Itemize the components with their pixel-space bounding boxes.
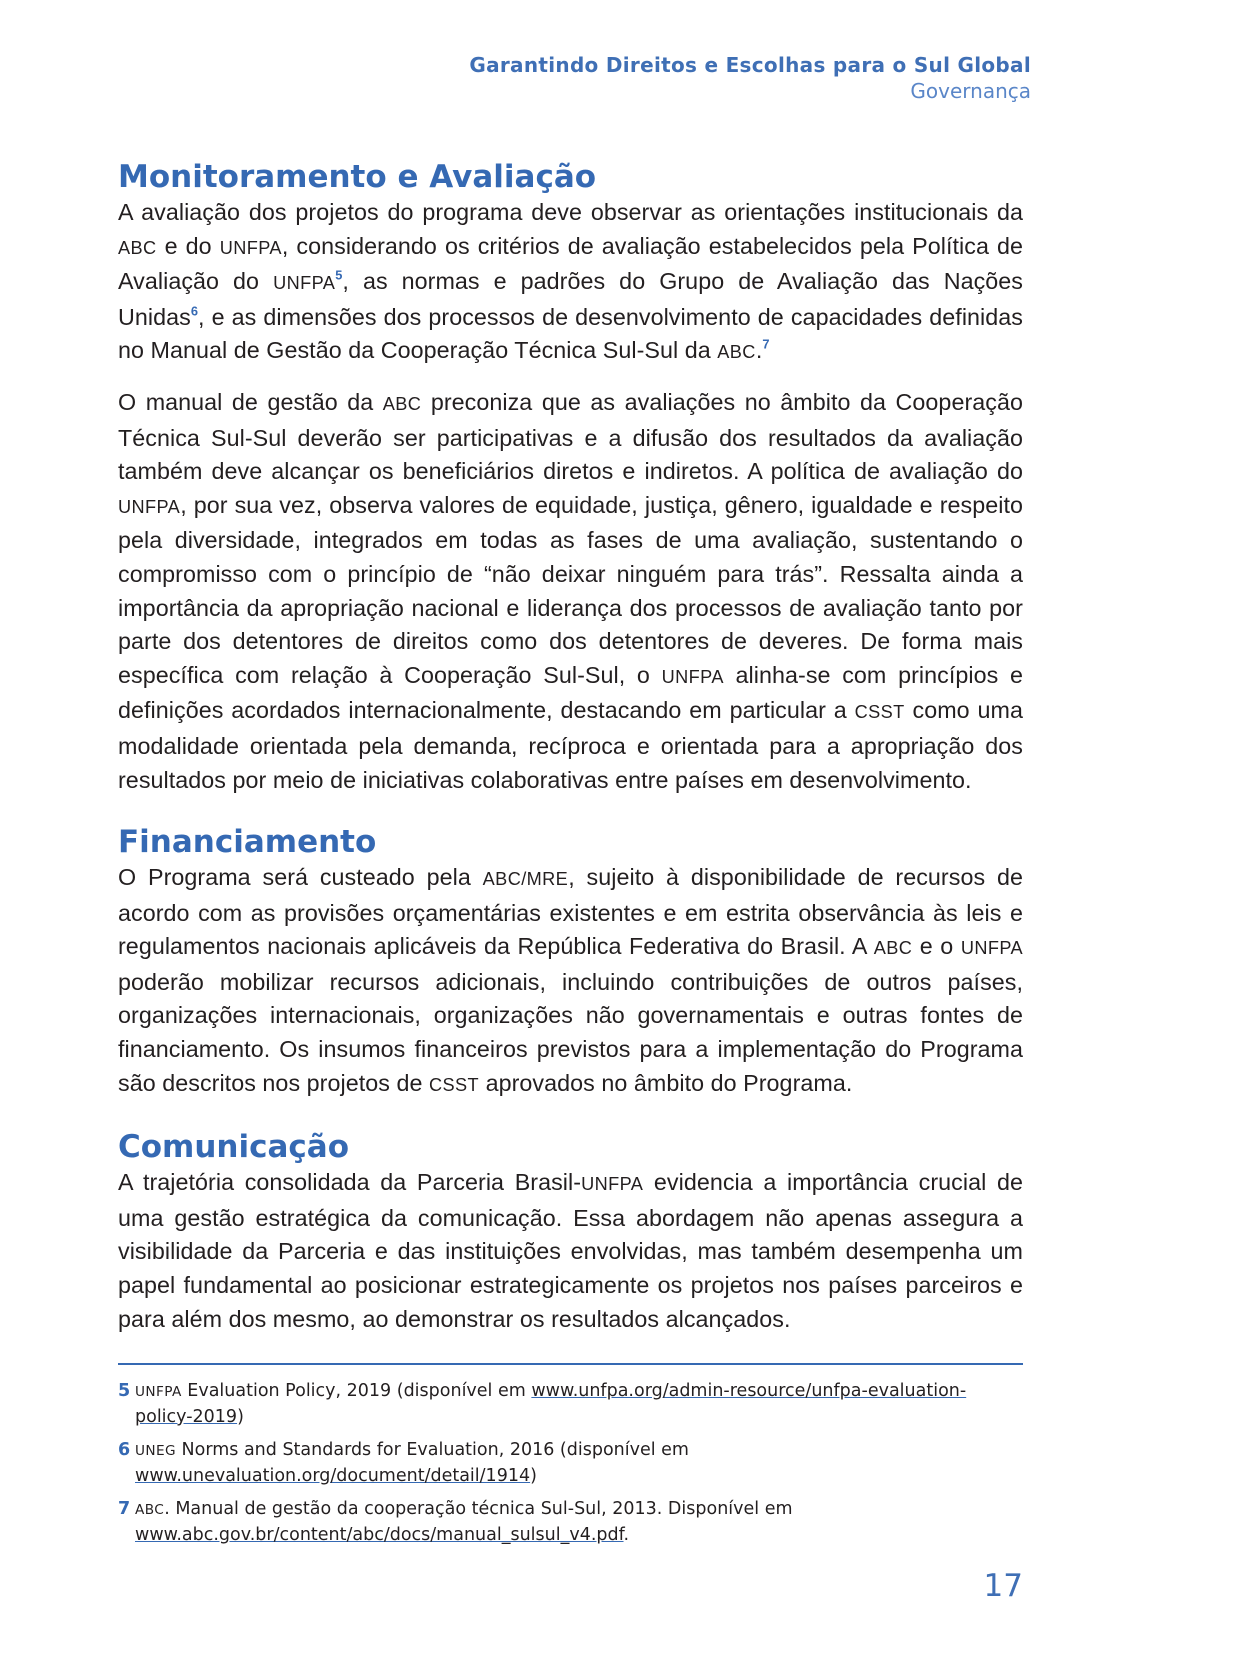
text-run: . Manual de gestão da cooperação técnica Sul-Sul, 2013. Disponível em — [164, 1499, 793, 1519]
footnote-5 — [118, 1379, 1023, 1430]
abbr: UNFPA — [661, 666, 724, 687]
text-run: ) — [237, 1407, 244, 1427]
footnote-number: 7 — [118, 1499, 131, 1519]
footnote-text — [135, 1497, 1023, 1548]
header-document-title: Garantindo Direitos e Escolhas para o Sul Global — [469, 53, 1031, 77]
abbr: UNFPA — [135, 1384, 182, 1400]
section-monitoramento — [118, 158, 1023, 797]
abbr: UNFPA — [118, 496, 181, 517]
text-run: A trajetória consolidada da Parceria Brasil- — [118, 1169, 582, 1196]
footnote-link[interactable]: www.unevaluation.org/document/detail/1914 — [135, 1466, 531, 1486]
text-run: preconiza que as avaliações no âmbito da Cooperação Técnica Sul-Sul deverão ser participativas e a difusão dos resultados da avaliação também deve alcançar os beneficiários diretos e indiretos. A política de avaliação do — [118, 388, 1023, 485]
text-run: Norms and Standards for Evaluation, 2016 (disponível em — [175, 1440, 689, 1460]
text-run: evidencia a importância crucial de uma gestão estratégica da comunicação. Essa abordagem não apenas assegura a visibilidade da Parceria e das instituições envolvidas, mas também desempenha um papel fundamental ao posicionar estrategicamente os projetos nos países parceiros e para além dos mesmo, ao demonstrar os resultados alcançados. — [118, 1169, 1023, 1332]
text-run: poderão mobilizar recursos adicionais, incluindo contribuições de outros países, organizações internacionais, organizações não governamentais e outras fontes de financiamento. Os insumos financeiros previstos para a implementação do Programa são descritos nos projetos de — [118, 968, 1023, 1096]
abbr: CSST — [429, 1074, 480, 1095]
text-run: O manual de gestão da — [118, 388, 383, 415]
text-run: Evaluation Policy, 2019 (disponível em — [181, 1381, 532, 1401]
abbr: ABC — [382, 393, 422, 414]
text-run: como uma modalidade orientada pela demanda, recíproca e orientada para a apropriação dos resultados por meio de iniciativas colaborativas entre países em desenvolvimento. — [118, 697, 1023, 793]
footnote-ref-7[interactable]: 7 — [762, 336, 770, 352]
footnote-divider — [118, 1363, 1023, 1365]
abbr: CSST — [854, 702, 905, 723]
paragraph-monitoramento-1 — [118, 196, 1023, 370]
section-financiamento — [118, 823, 1023, 1102]
text-run: A avaliação dos projetos do programa deve observar as orientações institucionais da — [118, 199, 1023, 225]
text-run: aprovados no âmbito do Programa. — [479, 1069, 853, 1096]
text-run: , sujeito à disponibilidade de recursos de acordo com as provisões orçamentárias existentes e em estrita observância às leis e regulamentos nacionais aplicáveis da República Federativa do Brasil. A — [118, 864, 1023, 960]
abbr: ABC/MRE — [482, 869, 569, 890]
paragraph-comunicacao — [118, 1166, 1023, 1336]
text-run: , por sua vez, observa valores de equidade, justiça, gênero, igualdade e respeito pela diversidade, integrados em todas as fases de uma avaliação, sustentando o compromisso com o princípio de “não deixar ninguém para trás”. Ressalta ainda a importância da apropriação nacional e liderança dos processos de avaliação tanto por parte dos detentores de direitos como dos detentores de deveres. De forma mais específica com relação à Cooperação Sul-Sul, o — [118, 491, 1023, 688]
heading-financiamento: Financiamento — [118, 824, 377, 861]
running-header — [469, 52, 1031, 104]
text-run: e o — [912, 933, 961, 960]
footnote-number: 6 — [118, 1440, 131, 1460]
abbr: ABC — [118, 237, 157, 258]
footnote-text — [135, 1379, 1023, 1430]
footnote-number: 5 — [118, 1381, 131, 1401]
text-run: . — [755, 337, 763, 364]
footnote-ref-5[interactable]: 5 — [335, 267, 343, 283]
text-run: , considerando os critérios de avaliação estabelecidos pela Política de Avaliação do — [118, 232, 1023, 295]
text-run: alinha-se com princípios e definições acordados internacionalmente, destacando em particular a — [118, 661, 1023, 724]
section-comunicacao — [118, 1128, 1023, 1336]
footnotes — [118, 1379, 1023, 1556]
abbr: ABC — [135, 1502, 165, 1518]
abbr: UNFPA — [581, 1174, 644, 1195]
abbr: UNFPA — [273, 273, 336, 294]
footnote-7 — [118, 1497, 1023, 1548]
abbr: ABC — [873, 938, 913, 959]
abbr: UNEG — [135, 1443, 176, 1459]
paragraph-monitoramento-2 — [118, 386, 1023, 797]
text-run: , e as dimensões dos processos de desenvolvimento de capacidades definidas no Manual de Gestão da Cooperação Técnica Sul-Sul da — [118, 303, 1023, 364]
footnote-link[interactable]: www.unfpa.org/admin-resource/unfpa-evaluation-policy-2019 — [135, 1381, 967, 1427]
footnote-ref-6[interactable]: 6 — [190, 303, 198, 319]
abbr: ABC — [717, 342, 756, 363]
heading-monitoramento: Monitoramento e Avaliação — [118, 159, 597, 195]
text-run: ) — [530, 1466, 537, 1486]
main-content — [118, 158, 1023, 1352]
footnote-text — [135, 1438, 1023, 1489]
text-run: . — [623, 1525, 630, 1545]
paragraph-financiamento — [118, 861, 1023, 1102]
abbr: UNFPA — [219, 237, 282, 258]
page-number: 17 — [983, 1568, 1023, 1604]
text-run: O Programa será custeado pela — [118, 864, 483, 891]
footnote-link[interactable]: www.abc.gov.br/content/abc/docs/manual_sulsul_v4.pdf — [135, 1525, 624, 1545]
heading-comunicacao: Comunicação — [118, 1129, 350, 1166]
abbr: UNFPA — [960, 938, 1023, 959]
footnote-6 — [118, 1438, 1023, 1489]
text-run: e do — [156, 232, 220, 259]
text-run: , as normas e padrões do Grupo de Avaliação das Nações Unidas — [118, 268, 1023, 330]
header-section-name: Governança — [910, 79, 1031, 103]
